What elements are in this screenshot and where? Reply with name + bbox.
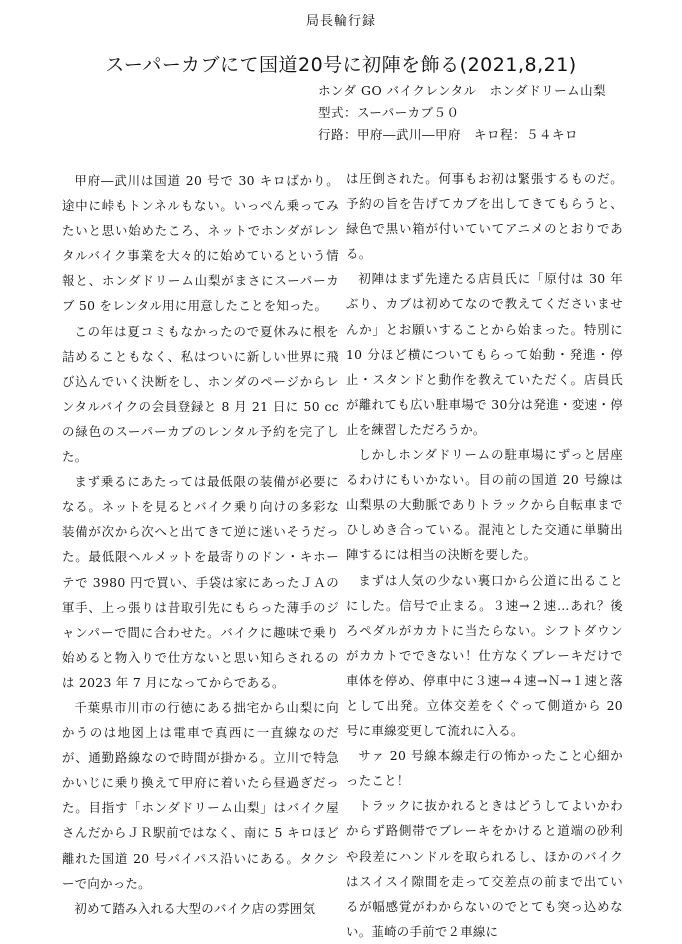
paragraph: サァ 20 号線本線走行の怖かったこと心細かったこと！ (346, 748, 623, 789)
paragraph: しかしホンダドリームの駐車場にずっと居座るわけにもいかない。目の前の国道 20 号線は山梨県の大動脈でありトラックから自転車までひしめき合っている。混沌とした交通に単騎出陣するには相当の決断を要した。 (346, 447, 623, 563)
paragraph: まず乗るにあたっては最低限の装備が必要になる。ネットを見るとバイク乗り向けの多彩な装備が次から次へと出てきて逆に迷いそうだった。最低限ヘルメットを最寄りのドン・キホーテで 3980 円で買い、手袋は家にあったＪＡの軍手、上っ張りは昔取引先にもらった薄手のジャンパーで間に合わせた。バイクに趣味で乗り始めると物入りで仕方ないと思い知らされるのは 2023 年 7 月になってからである。 (62, 474, 339, 690)
paragraph: この年は夏コミもなかったので夏休みに根を詰めることもなく、私はついに新しい世界に飛び込んでいく決断をし、ホンダのページからレンタルバイクの会員登録と 8 月 21 日に 50 ccの緑色のスーパーカブのレンタル予約を完了した。 (62, 323, 339, 465)
paragraph-continuation: は圧倒された。何事もお初は緊張するものだ。予約の旨を告げてカブを出してきてもらうと、緑色で黒い箱が付いていてアニメのとおりである。 (346, 171, 623, 262)
rental-shop-line: ホンダ GO バイクレンタル ホンダドリーム山梨 (318, 83, 607, 98)
paragraph: 初陣はまず先達たる店員氏に「原付は 30 年ぶり、カブは初めてなので教えてくださいませんか」とお願いすることから始まった。特別に 10 分ほど横についてもらって始動・発進・停止・スタンドと動作を教えていただく。店員氏が離れても広い駐車場で 30分は発進・変速・停止を練習しただろうか。 (346, 271, 623, 437)
paragraph: 甲府―武川は国道 20 号で 30 キロばかり。途中に峠もトンネルもない。いっぺん乗ってみたいと思い始めたころ、ネットでホンダがレンタルバイク事業を大々的に始めているという情報と、ホンダドリーム山梨がまさにスーパーカブ 50 をレンタル用に用意したことを知った。 (62, 173, 339, 314)
paragraph: トラックに抜かれるときはどうしてよいかわからず路側帯でブレーキをかけると道端の砂利や段差にハンドルを取られるし、ほかのバイクはスイスイ隙間を走って交差点の前まで出ているが幅感覚がわからないのでとても突っ込めない。韮崎の手前で２車線に (346, 798, 623, 939)
model-line: 型式：スーパーカブ５０ (318, 105, 460, 120)
route-line: 行路：甲府―武川―甲府 キロ程：５４キロ (318, 127, 579, 142)
right-column (346, 166, 623, 944)
paragraph: 初めて踏み入れる大型のバイク店の雰囲気 (74, 900, 316, 916)
running-header: 局長輪行録 (305, 14, 376, 29)
article-title: スーパーカブにて国道20号に初陣を飾る(2021,8,21) (105, 54, 577, 76)
paragraph: まずは人気の少ない裏口から公道に出ることにした。信号で止まる。３速→２速…あれ？後ろペダルがカカトに当たらない。シフトダウンがカカトでできない！仕方なくブレーキだけで車体を停め、停車中に３速→４速→Ｎ→１速と落として出発。立体交差をくぐって側道から 20 号に車線変更して流れに入る。 (346, 572, 623, 739)
left-column (62, 168, 339, 921)
paragraph: 千葉県市川市の行徳にある拙宅から山梨に向かうのは地図上は電車で真西に一直線なのだが、通勤路線なので時間が掛かる。立川で特急かいじに乗り換えて甲府に着いたら昼過ぎだった。目指す「ホンダドリーム山梨」はバイク屋さんだからＪＲ駅前ではなく、南に 5 キロほど離れた国道 20 号バイパス沿いにある。タクシーで向かった。 (62, 699, 339, 891)
